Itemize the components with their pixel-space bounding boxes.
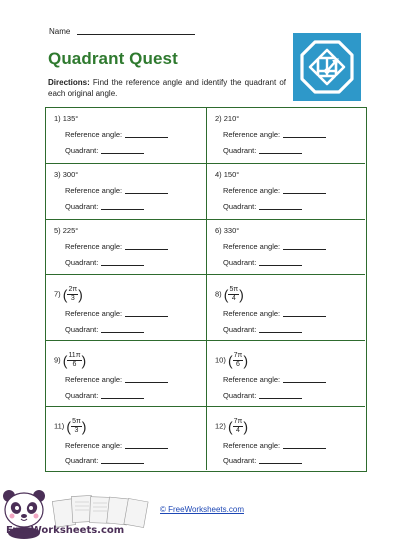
quadrant-label: Quadrant: [65,391,99,400]
fraction-denominator: 4 [236,427,240,434]
problem-cell [207,341,365,407]
quadrant-logo [293,33,361,101]
angle-fraction [228,286,239,303]
reference-angle-row [65,186,168,195]
quadrant-row [65,391,144,400]
reference-angle-row [223,186,326,195]
reference-angle-label: Reference angle: [65,375,123,384]
quadrant-label: Quadrant: [223,202,257,211]
problem-label: 9) ( $\frac{11\pi}{6}$ ) [54,352,87,369]
problem-grid [45,107,367,472]
problem-number: 3) [54,170,61,179]
problem-label: 12) ( $\frac{7\pi}{4}$ ) [215,418,249,435]
problem-label: 8) ( $\frac{5\pi}{4}$ ) [215,286,244,303]
quadrant-blank[interactable] [101,332,144,333]
quadrant-row [65,325,144,334]
problem-label [54,226,78,235]
quadrant-label: Quadrant: [223,258,257,267]
problem-label [54,170,78,179]
angle-fraction [233,418,244,435]
quadrant-blank[interactable] [101,463,144,464]
reference-angle-label: Reference angle: [65,309,123,318]
problem-number: 1) [54,114,61,123]
reference-angle-label: Reference angle: [223,186,281,195]
quadrant-row [223,146,302,155]
quadrant-blank[interactable] [101,153,144,154]
problem-number: 2) [215,114,222,123]
reference-angle-blank[interactable] [283,249,326,250]
problem-angle: 135° [62,114,79,123]
fraction-numerator: 5π [72,418,81,425]
problem-angle: 210° [223,114,240,123]
reference-angle-label: Reference angle: [65,441,123,450]
fraction-denominator: 4 [231,295,236,302]
problem-cell [46,108,207,164]
quadrant-row [223,325,302,334]
quadrant-blank[interactable] [101,398,144,399]
quadrant-row [223,456,302,465]
reference-angle-row [65,375,168,384]
reference-angle-row [65,309,168,318]
reference-angle-row [65,441,168,450]
problem-label [215,170,239,179]
quadrant-blank[interactable] [259,398,302,399]
problem-label: 7) ( $\frac{2\pi}{3}$ ) [54,286,83,303]
reference-angle-row [223,441,326,450]
problem-angle: 330° [223,226,240,235]
quadrant-row [65,258,144,267]
problem-cell [46,164,207,220]
fraction-numerator: 11π [68,352,81,359]
quadrant-row [223,391,302,400]
reference-angle-blank[interactable] [283,193,326,194]
name-label: Name [49,27,71,36]
reference-angle-blank[interactable] [125,193,168,194]
problem-cell [207,164,365,220]
quadrant-label: Quadrant: [223,325,257,334]
reference-angle-label: Reference angle: [223,242,281,251]
reference-angle-row [65,130,168,139]
reference-angle-label: Reference angle: [223,309,281,318]
problem-angle: 300° [62,170,79,179]
quadrant-label: Quadrant: [223,146,257,155]
reference-angle-blank[interactable] [125,137,168,138]
fraction-numerator: 7π [233,352,243,359]
problem-angle: 225° [62,226,79,235]
problem-cell [207,275,365,341]
problem-number: 7) [54,289,61,299]
problem-label [54,114,78,123]
reference-angle-label: Reference angle: [223,441,281,450]
angle-fraction [67,286,78,303]
fraction-denominator: 3 [70,295,75,302]
fraction-numerator: 7π [233,418,243,425]
copyright-link[interactable]: © FreeWorksheets.com [160,505,244,514]
directions-text: Find the reference angle and identify the quadrant of each original angle. [48,78,286,98]
fraction-numerator: 5π [229,286,239,293]
quadrant-blank[interactable] [101,265,144,266]
problem-cell [207,220,365,275]
quadrant-row [223,258,302,267]
quadrant-label: Quadrant: [65,146,99,155]
directions-label: Directions: [48,78,90,87]
problem-cell [207,407,365,470]
problem-number: 12) [215,421,226,431]
quadrant-blank[interactable] [101,209,144,210]
problem-cell [46,275,207,341]
reference-angle-row [223,309,326,318]
reference-angle-blank[interactable] [283,382,326,383]
problem-number: 11) [54,421,65,431]
name-field [49,27,195,36]
quadrant-axes-icon [293,33,361,101]
reference-angle-row [223,242,326,251]
quadrant-row [65,202,144,211]
reference-angle-label: Reference angle: [223,375,281,384]
quadrant-row [65,146,144,155]
problem-number: 9) [54,355,61,365]
reference-angle-blank[interactable] [125,249,168,250]
problem-label [215,114,239,123]
reference-angle-label: Reference angle: [223,130,281,139]
quadrant-label: Quadrant: [65,325,99,334]
problem-label: 11) ( $\frac{5\pi}{3}$ ) [54,418,87,435]
reference-angle-blank[interactable] [125,316,168,317]
problem-label: 10) ( $\frac{7\pi}{6}$ ) [215,352,249,369]
reference-angle-label: Reference angle: [65,242,123,251]
angle-fraction [233,352,244,369]
quadrant-row [65,456,144,465]
reference-angle-row [65,242,168,251]
reference-angle-blank[interactable] [283,137,326,138]
reference-angle-label: Reference angle: [65,130,123,139]
problem-angle: 150° [223,170,240,179]
fraction-denominator: 6 [236,361,240,368]
fraction-denominator: 6 [72,361,77,368]
angle-fraction [67,352,81,369]
quadrant-label: Quadrant: [223,456,257,465]
page-title: Quadrant Quest [48,49,178,68]
quadrant-blank[interactable] [259,265,302,266]
problem-number: 4) [215,170,222,179]
directions [48,77,286,99]
brand-logo-text: FreeWorksheets.com [6,525,125,536]
quadrant-blank[interactable] [259,463,302,464]
problem-number: 10) [215,355,226,365]
name-blank-line[interactable] [77,34,195,35]
problem-number: 5) [54,226,61,235]
quadrant-blank[interactable] [259,153,302,154]
quadrant-label: Quadrant: [223,391,257,400]
quadrant-blank[interactable] [259,332,302,333]
problem-number: 6) [215,226,222,235]
quadrant-label: Quadrant: [65,456,99,465]
problem-cell [46,407,207,470]
quadrant-label: Quadrant: [65,258,99,267]
reference-angle-blank[interactable] [283,448,326,449]
fraction-denominator: 3 [74,427,79,434]
angle-fraction [71,418,82,435]
reference-angle-label: Reference angle: [65,186,123,195]
problem-number: 8) [215,289,222,299]
quadrant-row [223,202,302,211]
reference-angle-blank[interactable] [125,448,168,449]
quadrant-label: Quadrant: [65,202,99,211]
problem-label [215,226,239,235]
reference-angle-row [223,130,326,139]
reference-angle-blank[interactable] [283,316,326,317]
fraction-numerator: 2π [68,286,78,293]
problem-cell [46,341,207,407]
reference-angle-blank[interactable] [125,382,168,383]
problem-cell [207,108,365,164]
problem-cell [46,220,207,275]
reference-angle-row [223,375,326,384]
quadrant-blank[interactable] [259,209,302,210]
